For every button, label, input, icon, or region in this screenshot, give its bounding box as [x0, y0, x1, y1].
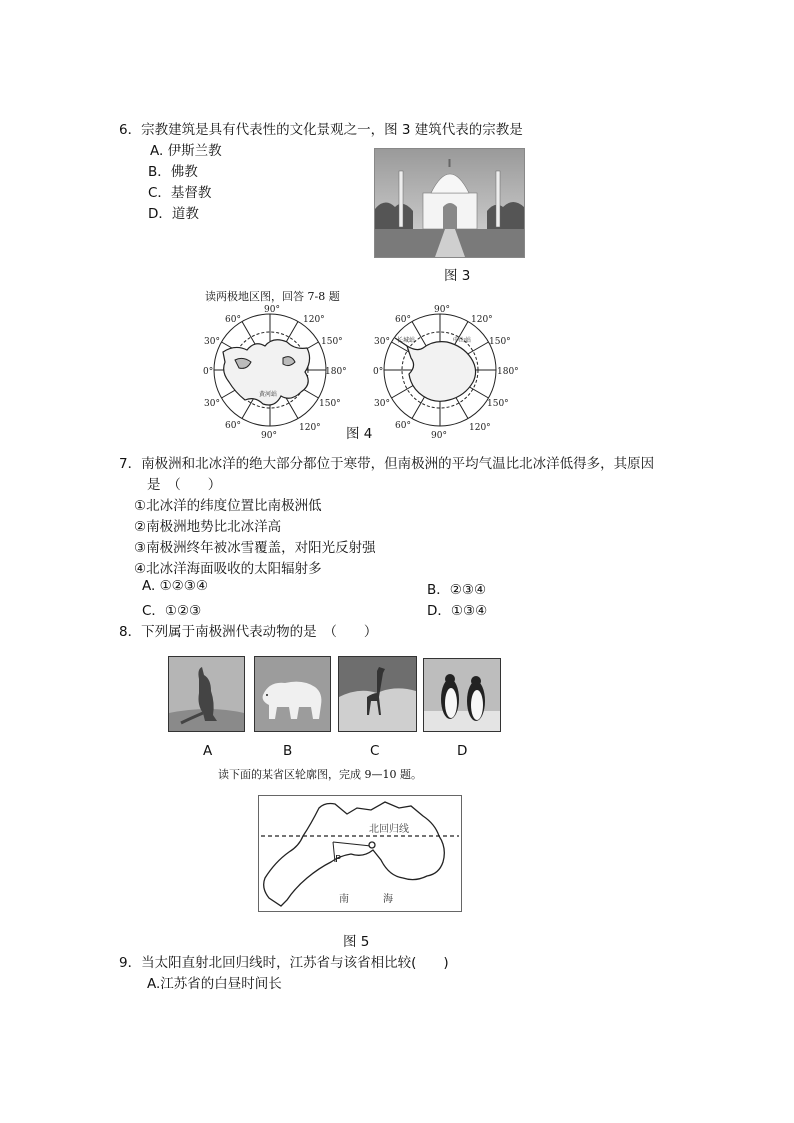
q7-option-a: A. ①②③④ — [142, 578, 208, 594]
q9-stem: 9．当太阳直射北回归线时，江苏省与该省相比较( ) — [119, 955, 449, 971]
taj-mahal-photo — [374, 148, 525, 258]
q6-option-a: A. 伊斯兰教 — [150, 143, 222, 159]
n-lbl-120: 120° — [303, 315, 325, 325]
animal-label-a: A — [203, 743, 213, 759]
s-lbl-150a: 150° — [489, 337, 511, 347]
q8-stem: 8．下列属于南极洲代表动物的是 （ ） — [119, 624, 378, 640]
n-lbl-90-top: 90° — [264, 305, 280, 315]
n-lbl-30b: 30° — [204, 399, 220, 409]
n-lbl-90b: 90° — [261, 431, 277, 441]
giraffe-photo — [338, 656, 417, 732]
q6-option-c: C．基督教 — [148, 185, 212, 201]
q7-stem: 7．南极洲和北冰洋的绝大部分都位于寒带，但南极洲的平均气温比北冰洋低得多，其原因 — [119, 456, 655, 472]
north-polar-map — [214, 314, 326, 426]
animal-label-d: D — [457, 743, 468, 759]
q7-item-4: ④北冰洋海面吸收的太阳辐射多 — [134, 561, 322, 577]
map-intro-2: 读下面的某省区轮廓图，完成 9—10 题。 — [218, 768, 422, 781]
s-lbl-60b: 60° — [395, 421, 411, 431]
n-lbl-180: 180° — [325, 367, 347, 377]
q7-option-d: D．①③④ — [427, 603, 488, 619]
s-lbl-90b: 90° — [431, 431, 447, 441]
s-lbl-90-top: 90° — [434, 305, 450, 315]
s-lbl-120: 120° — [471, 315, 493, 325]
n-lbl-0: 0° — [203, 367, 214, 377]
q6-stem: 6．宗教建筑是具有代表性的文化景观之一，图 3 建筑代表的宗教是 — [119, 122, 523, 138]
q7-item-1: ①北冰洋的纬度位置比南极洲低 — [134, 498, 322, 514]
n-lbl-150a: 150° — [321, 337, 343, 347]
q7-item-3: ③南极洲终年被冰雪覆盖，对阳光反射强 — [134, 540, 376, 556]
s-lbl-30a: 30° — [374, 337, 390, 347]
province-outline-map — [258, 795, 462, 912]
n-place: 黄河站 — [259, 391, 278, 398]
figure3-caption: 图 3 — [444, 268, 471, 284]
sea-label-1: 南 — [339, 894, 349, 905]
s-lbl-120b: 120° — [469, 423, 491, 433]
s-lbl-30b: 30° — [374, 399, 390, 409]
q6-option-b: B．佛教 — [148, 164, 198, 180]
q7-option-c: C．①②③ — [142, 603, 202, 619]
n-lbl-150b: 150° — [319, 399, 341, 409]
kangaroo-photo — [168, 656, 245, 732]
south-polar-map — [384, 314, 496, 426]
q7-item-2: ②南极洲地势比北冰洋高 — [134, 519, 282, 535]
sea-label-2: 海 — [383, 894, 393, 905]
s-lbl-60: 60° — [395, 315, 411, 325]
s-lbl-150b: 150° — [487, 399, 509, 409]
polar-maps — [195, 300, 535, 442]
map-intro: 读两极地区图，回答 7-8 题 — [205, 290, 340, 303]
q7-option-b: B．②③④ — [427, 582, 487, 598]
q9-option-a: A.江苏省的白昼时间长 — [147, 976, 282, 992]
s-place-2: 中山站 — [453, 337, 472, 344]
figure4-caption: 图 4 — [344, 422, 374, 442]
q6-option-d: D．道教 — [148, 206, 199, 222]
n-lbl-60b: 60° — [225, 421, 241, 431]
s-lbl-0: 0° — [373, 367, 384, 377]
figure5-caption: 图 5 — [343, 934, 370, 950]
q7-stem-2: 是 （ ） — [147, 477, 222, 493]
s-place-1: 长城站 — [397, 337, 416, 344]
n-lbl-30a: 30° — [204, 337, 220, 347]
n-lbl-60: 60° — [225, 315, 241, 325]
animal-label-b: B — [283, 743, 293, 759]
animal-label-c: C — [370, 743, 380, 759]
s-lbl-180: 180° — [497, 367, 519, 377]
point-p-label: P — [335, 854, 342, 865]
n-lbl-120b: 120° — [299, 423, 321, 433]
tropic-label: 北回归线 — [369, 824, 409, 835]
polar-bear-photo — [254, 656, 331, 732]
penguin-photo — [423, 658, 501, 732]
